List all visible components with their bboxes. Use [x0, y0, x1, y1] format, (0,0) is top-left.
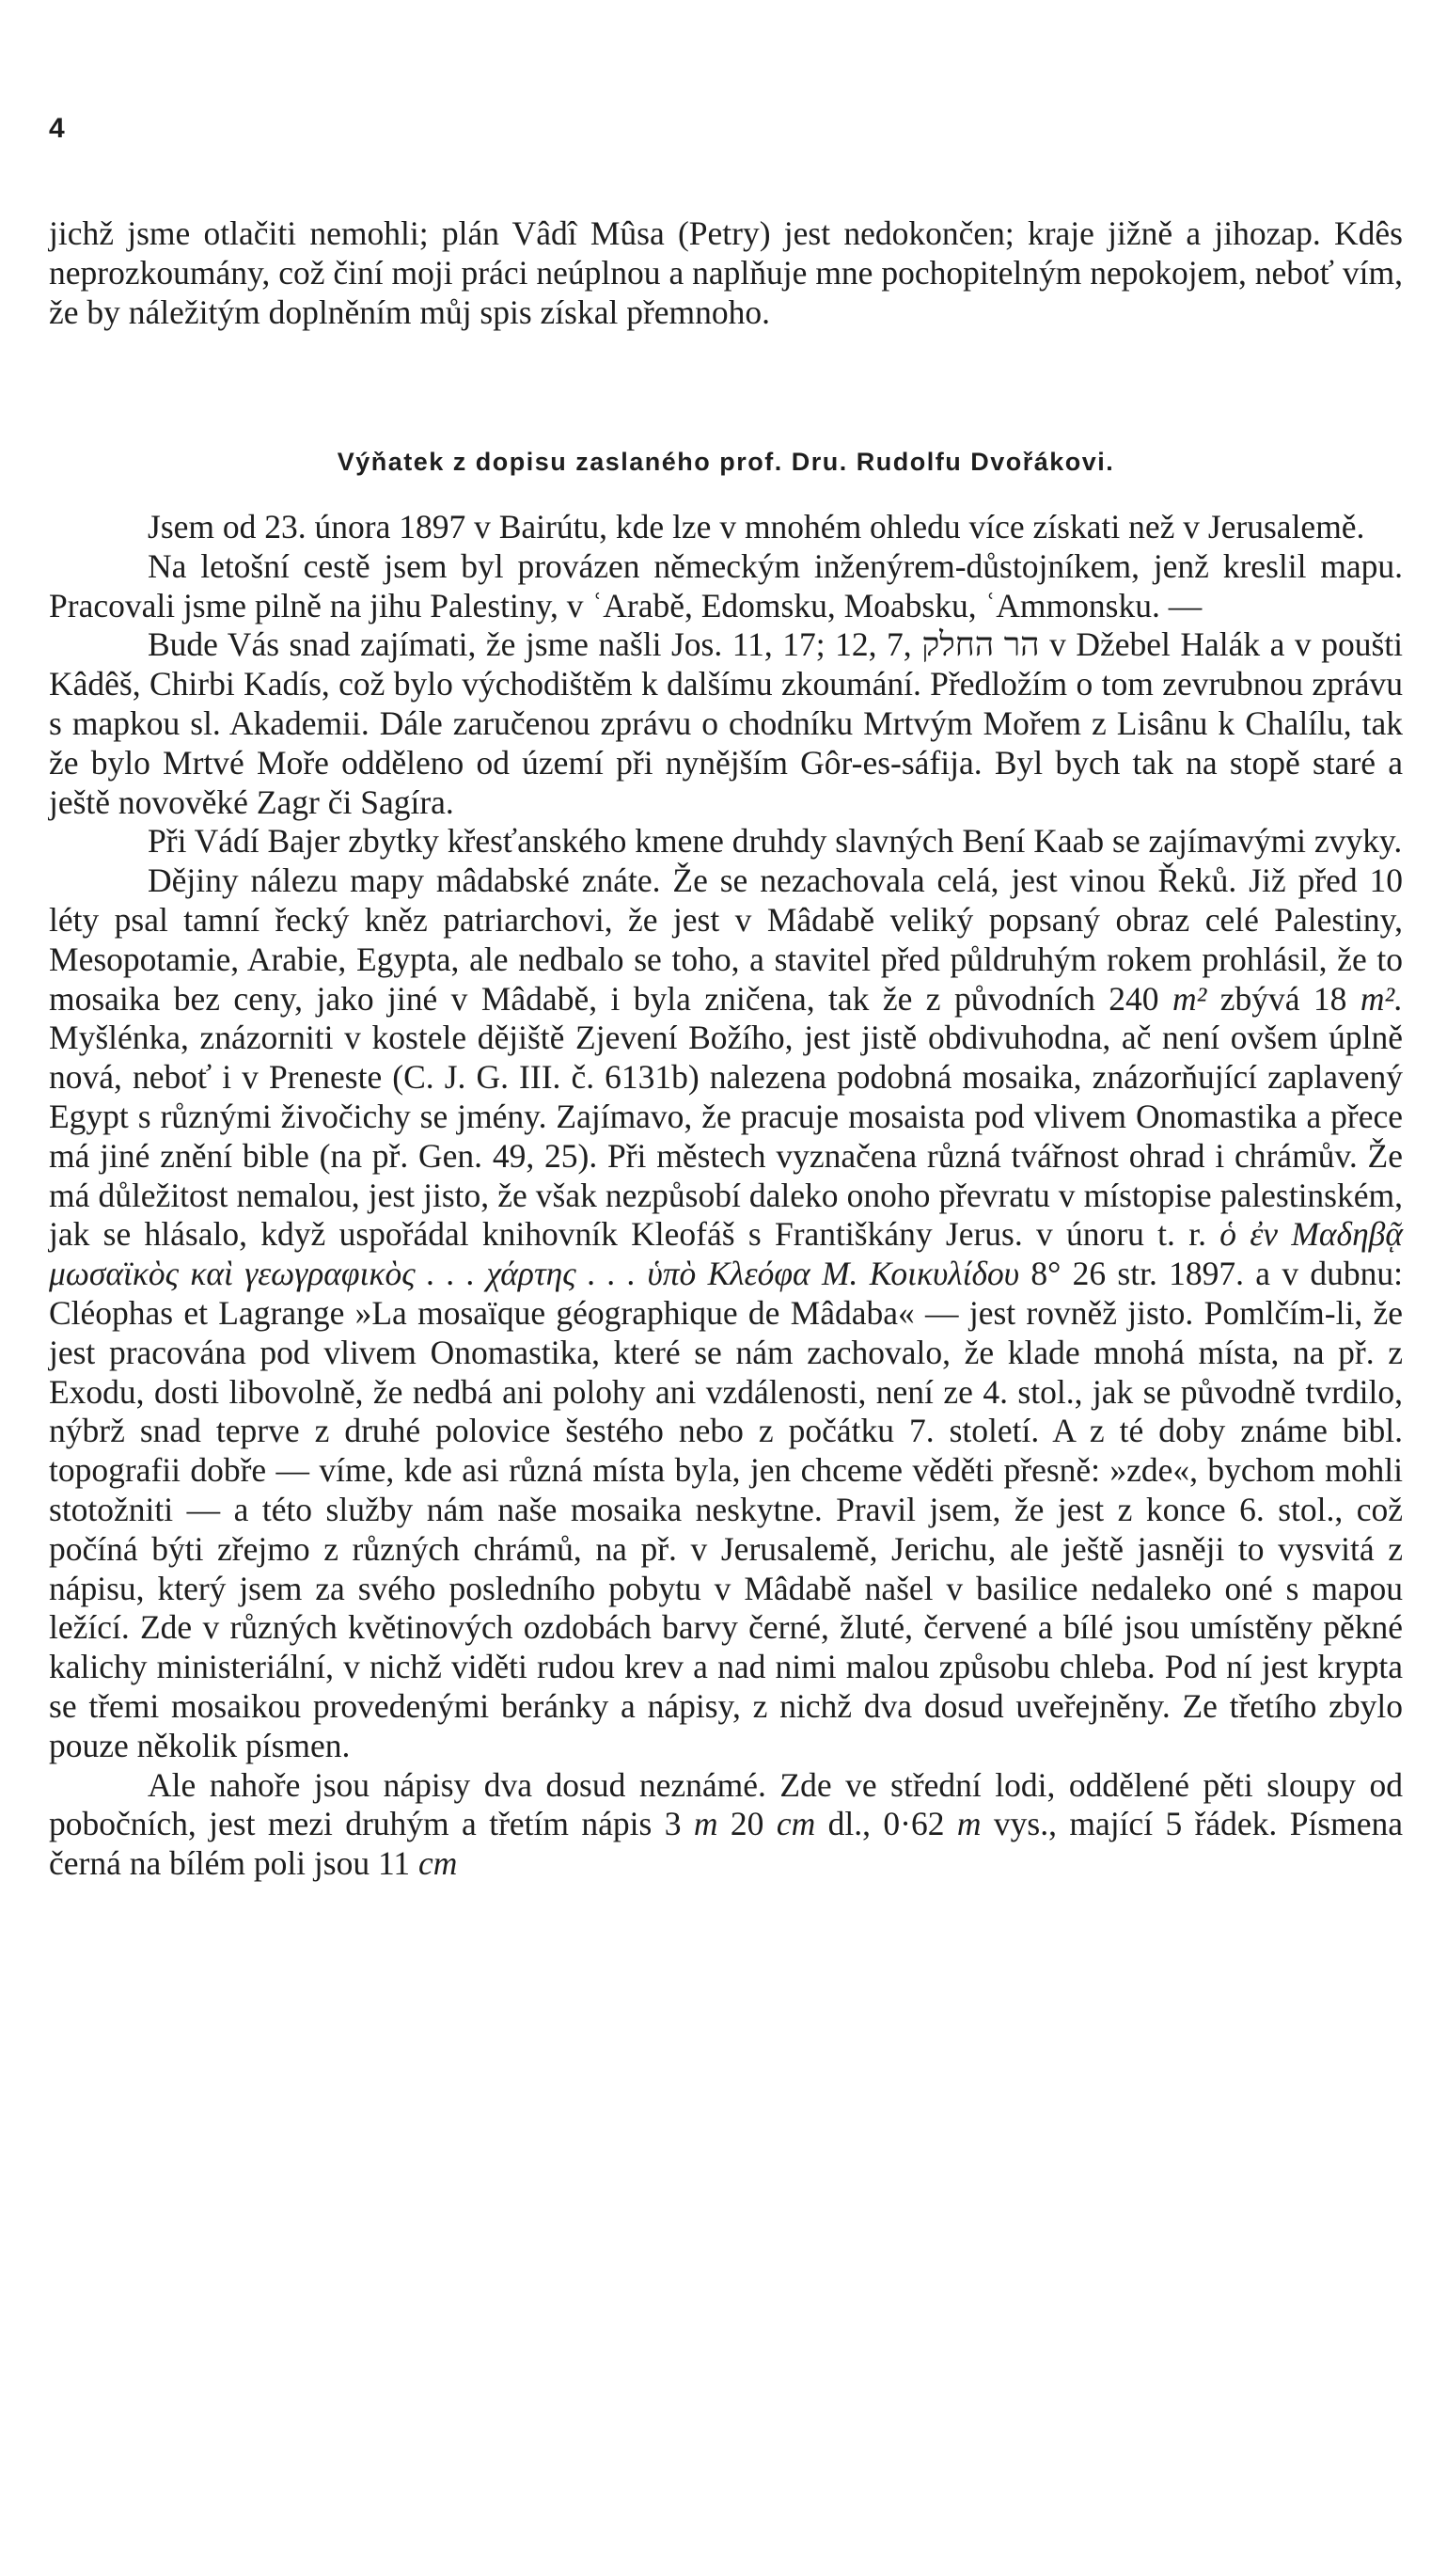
paragraph-5-part-c: Myšlénka, znázorniti v kostele dějiště Zjevení Božího, jest jistě obdivuhodna, ač není ovšem úplně nová, neboť i v Preneste (C. J. G. III. č. 6131b) nalezena podobná mosaika, znázorňující zaplavený Egypt s různými živočichy se jmény. Zajímavo, že pracuje mosaista pod vlivem Onomastika a přece má jiné znění bible (na př. Gen. 49, 25). Při městech vyznačena různá tvářnost ohrad i chrámův. Že má důležitost nemalou, jest jisto, že však nezpůsobí daleko onoho převratu v místopise palestinském, jak se hlásalo, když uspořádal knihovník Kleofáš s Františkány Jerus. v únoru t. r. — [49, 1019, 1403, 1254]
section-heading: Výňatek z dopisu zaslaného prof. Dru. Rudolfu Dvořákovi. — [337, 448, 1115, 476]
unit-metre: m — [956, 1805, 982, 1843]
page-number: 4 — [49, 113, 65, 144]
letter-paragraph-4: Při Vádí Bajer zbytky křesťanského kmene druhdy slavných Bení Kaab se zajímavými zvyky. — [148, 822, 1403, 861]
unit-metre: m — [693, 1805, 718, 1843]
paragraph-6-part-c: dl., 0·62 — [815, 1805, 957, 1843]
greek-citation: ὁ ἐν Μαδηβᾷ μωσαϊκὸς καὶ γεωγραφικὸς . . . χάρτης . . . ὑπὸ Κλεόφα Μ. Κοικυλίδου — [49, 1215, 1403, 1293]
paragraph-5-part-b: zbývá 18 — [1206, 979, 1360, 1018]
unit-centimetre: cm — [776, 1805, 816, 1843]
intro-paragraph — [49, 214, 1403, 332]
paragraph-5-part-a: Dějiny nálezu mapy mâdabské znáte. Že se nezachovala celá, jest vinou Řeků. Již před 10 léty psal tamní řecký kněz patriarchovi, že jest v Mâdabě veliký popsaný obraz celé Palestiny, Mesopotamie, Arabie, Egypta, ale nedbalo se toho, a stavitel před půldruhým rokem prohlásil, že to mosaika bez ceny, jako jiné v Mâdabě, i byla zničena, tak že z původních 240 — [49, 861, 1403, 1018]
unit-square-metre: m² — [1172, 979, 1207, 1018]
letter-paragraph-1: Jsem od 23. února 1897 v Bairútu, kde lze v mnohém ohledu více získati než v Jerusalemě. — [148, 508, 1365, 545]
paragraph-6-part-b: 20 — [717, 1805, 777, 1843]
paragraph-6-part-a: Ale nahoře jsou nápisy dva dosud neznámé. Zde ve střední lodi, oddělené pěti sloupy od pobočních, jest mezi druhým a třetím nápis 3 — [49, 1765, 1403, 1843]
paragraph-6-part-d: vys., mající 5 řádek. Písmena černá na bílém poli jsou 11 — [49, 1805, 1404, 1883]
paragraph-5-part-d: 8° 26 str. 1897. a v dubnu: Cléophas et Lagrange »La mosaïque géographique de Mâdaba« — jest rovněž jisto. Pomlčím-li, že jest pracována pod vlivem Onomastika, které se nám zachovalo, že klade mnohá místa, na př. z Exodu, dosti libovolně, že nedbá ani polohy ani vzdálenosti, není ze 4. stol., jak se původně tvrdilo, nýbrž snad teprve z druhé polovice šestého nebo z počátku 7. století. A z té doby známe bibl. topografii dobře — víme, kde asi různá místa byla, jen chceme věděti přesně: »zde«, bychom mohli stotožniti — a této služby nám naše mosaika neskytne. Pravil jsem, že jest z konce 6. stol., což počíná býti zřejmo z různých chrámů, na př. v Jerusalemě, Jerichu, ale ještě jasněji to vysvitá z nápisu, který jsem za svého posledního pobytu v Mâdabě našel v basilice nedaleko oné s mapou ležící. Zde v různých květinových ozdobách barvy černé, žluté, červené a bílé jsou umístěny pěkné kalichy ministeriální, v nichž viděti rudou krev a nad nimi malou způsobu chleba. Pod ní jest krypta se třemi mosaikou provedenými beránky a nápisy, z nichž dva dosud uveřejněny. Ze třetího zbylo pouze několik písmen. — [49, 1255, 1404, 1764]
unit-centimetre: cm — [418, 1844, 458, 1883]
unit-square-metre: m². — [1360, 979, 1404, 1018]
letter-body — [49, 508, 1403, 1884]
letter-paragraph-6 — [49, 1766, 1403, 1884]
intro-text: jichž jsme otlačiti nemohli; plán Vâdî Mûsa (Petry) jest nedokončen; kraje jižně a jihozap. Kdês neprozkoumány, což činí moji práci neúplnou a naplňuje mne pochopitelným nepokojem, neboť vím, že by náležitým doplněním můj spis získal přemnoho. — [49, 214, 1403, 331]
letter-paragraph-2: Na letošní cestě jsem byl provázen německým inženýrem-důstojníkem, jenž kreslil mapu. Pracovali jsme pilně na jihu Palestiny, v ʿArabě, Edomsku, Moabsku, ʿAmmonsku. — — [49, 546, 1403, 624]
letter-paragraph-5 — [49, 861, 1403, 1765]
letter-paragraph-3: Bude Vás snad zajímati, že jsme našli Jos. 11, 17; 12, 7, הר החלק v Džebel Halák a v poušti Kâdêš, Chirbi Kadís, což bylo východištěm k dalšímu zkoumání. Předložím o tom zevrubnou zprávu s mapkou sl. Akademii. Dále zaručenou zprávu o chodníku Mrtvým Mořem z Lisânu k Chalílu, tak že bylo Mrtvé Moře odděleno od území při nynějším Gôr-es-sáfija. Byl bych tak na stopě staré a ještě novověké Zagr či Sagíra. — [49, 625, 1403, 821]
